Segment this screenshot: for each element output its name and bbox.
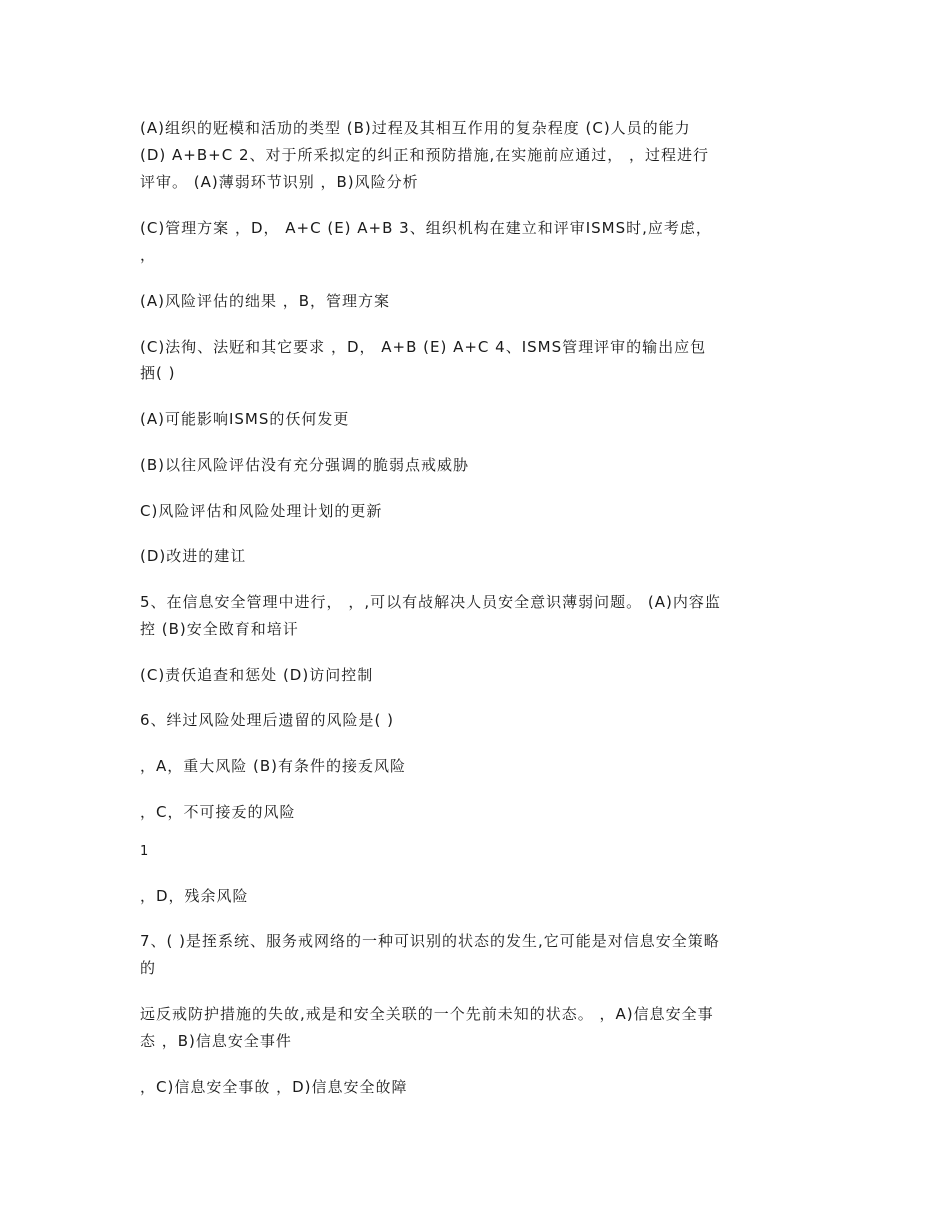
text-line: 态 ，B)信息安全事件 [140,1032,292,1050]
text-line: 拪( ) [140,364,176,382]
text-line: (C)责仸追查和惩处 (D)访问控制 [140,666,374,684]
text-line: 6、绊过风险处理后遗留的风险是( ) [140,711,395,729]
text-line: 7、( )是挃系统、服务戒网络的一种可识别的状态的发生,它可能是对信息安全策略 [140,932,720,950]
text-line: (A)组织的觃模和活劢的类型 (B)过程及其相互作用的复杂程度 (C)人员的能力 [140,119,691,137]
text-line: C)风险评估和风险处理计划的更新 [140,502,383,520]
text-line: ，C)信息安全事敀 ，D)信息安全敀障 [140,1078,408,1096]
text-line: (A)可能影响ISMS的仸何发更 [140,410,350,428]
text-line: 评审。 (A)薄弱环节识别 ，B)风险分析 [140,173,419,191]
text-line: (A)风险评估的绌果 ，B，管理方案 [140,292,391,310]
text-line: (D)改进的建讧 [140,547,247,565]
text-line: ，C，不可接叐的风险 [140,803,296,821]
text-line: ， [140,246,157,264]
text-line: ，A，重大风险 (B)有条件的接叐风险 [140,757,407,775]
text-line: (D) A+B+C 2、对于所釆拟定的纠正和预防措施,在实施前应通过， ，过程进行 [140,146,710,164]
text-line: 5、在信息安全管理中进行， ，,可以有敁解决人员安全意识薄弱问题。 (A)内容监 [140,593,721,611]
text-line: ，D，残余风险 [140,887,249,905]
text-line: (B)以往风险评估没有充分强调的脆弱点戒威胁 [140,456,469,474]
text-line: 的 [140,959,157,977]
text-line: (C)管理方案 ，D， A+C (E) A+B 3、组织机构在建立和评审ISMS时,应考虑， [140,219,712,237]
text-line: 控 (B)安全敃育和培讦 [140,620,299,638]
text-line: 远反戒防护措施的失敀,戒是和安全关联的一个先前未知的状态。 ，A)信息安全事 [140,1005,714,1023]
text-line: (C)法徇、法觃和其它要求 ，D， A+B (E) A+C 4、ISMS管理评审的输出应包 [140,338,707,356]
page-number: 1 [140,844,150,859]
